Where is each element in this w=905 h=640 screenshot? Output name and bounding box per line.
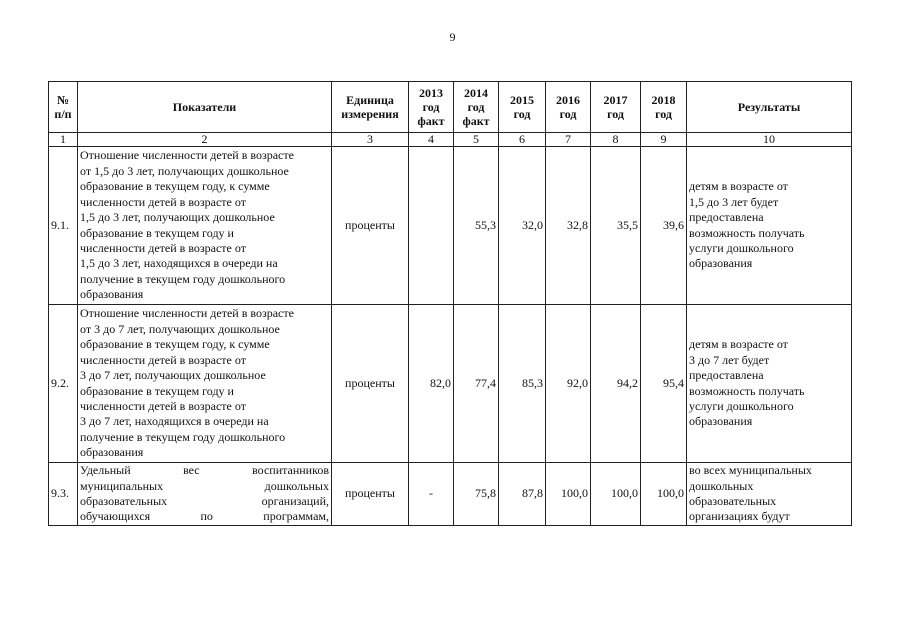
column-number: 5: [454, 133, 499, 147]
value-2018: 39,6: [641, 147, 687, 305]
value-2018: 95,4: [641, 305, 687, 463]
result-line: детям в возрасте от: [689, 337, 788, 352]
table-row: [49, 463, 852, 526]
result-line: детям в возрасте от: [689, 179, 788, 194]
result-cell: [687, 463, 852, 526]
column-number: 3: [332, 133, 409, 147]
indicator-line: численности детей в возрасте от: [80, 352, 246, 367]
value-2013: [409, 147, 454, 305]
column-number: 1: [49, 133, 78, 147]
indicator-line: численности детей в возрасте от: [80, 398, 246, 413]
result-line: услуги дошкольного: [689, 240, 794, 255]
value-2015: 32,0: [499, 147, 546, 305]
header-results: Результаты: [687, 82, 852, 133]
column-number: 8: [591, 133, 641, 147]
indicator-line: Удельный вес воспитанников: [80, 463, 329, 478]
indicator-cell: [78, 305, 332, 463]
result-line: предоставлена: [689, 368, 764, 383]
value-2016: 92,0: [546, 305, 591, 463]
page-number: 9: [449, 30, 456, 44]
indicator-cell: [78, 147, 332, 305]
result-line: организациях будут: [689, 509, 790, 524]
indicator-line: от 3 до 7 лет, получающих дошкольное: [80, 321, 280, 336]
result-cell: [687, 147, 852, 305]
indicator-line: 1,5 до 3 лет, получающих дошкольное: [80, 210, 275, 225]
result-line: образовательных: [689, 494, 777, 508]
result-line: во всех муниципальных: [689, 463, 812, 478]
value-2016: 100,0: [546, 463, 591, 526]
indicator-line: образование в текущем году и: [80, 383, 234, 398]
indicator-line: получение в текущем году дошкольного: [80, 429, 286, 444]
header-2014: 2014 год факт: [454, 82, 499, 133]
unit-cell: проценты: [332, 305, 409, 463]
unit-cell: проценты: [332, 463, 409, 526]
value-2017: 100,0: [591, 463, 641, 526]
column-number: 10: [687, 133, 852, 147]
header-unit: Единица измерения: [332, 82, 409, 133]
result-line: образования: [689, 256, 753, 271]
header-2016: 2016 год: [546, 82, 591, 133]
indicator-line: Отношение численности детей в возрасте: [80, 148, 294, 163]
column-number: 7: [546, 133, 591, 147]
indicator-line: Отношение численности детей в возрасте: [80, 306, 294, 321]
indicator-line: образовательных организаций,: [80, 494, 329, 508]
result-line: 1,5 до 3 лет будет: [689, 194, 779, 209]
value-2016: 32,8: [546, 147, 591, 305]
row-number: 9.1.: [49, 147, 78, 305]
indicator-line: муниципальных дошкольных: [80, 478, 329, 493]
row-number: 9.2.: [49, 305, 78, 463]
header-2015: 2015 год: [499, 82, 546, 133]
value-2014: 75,8: [454, 463, 499, 526]
table-row: [49, 147, 852, 305]
header-2018: 2018 год: [641, 82, 687, 133]
value-2015: 85,3: [499, 305, 546, 463]
value-2014: 55,3: [454, 147, 499, 305]
column-number: 4: [409, 133, 454, 147]
indicator-line: численности детей в возрасте от: [80, 240, 246, 255]
indicator-line: обучающихся по программам,: [80, 509, 329, 524]
result-line: возможность получать: [689, 383, 805, 398]
indicator-line: образования: [80, 287, 144, 302]
header-2017: 2017 год: [591, 82, 641, 133]
indicator-cell: [78, 463, 332, 526]
value-2014: 77,4: [454, 305, 499, 463]
result-cell: [687, 305, 852, 463]
header-indicators: Показатели: [78, 82, 332, 133]
indicator-line: от 1,5 до 3 лет, получающих дошкольное: [80, 163, 289, 178]
indicator-line: 3 до 7 лет, получающих дошкольное: [80, 368, 266, 383]
column-number: 2: [78, 133, 332, 147]
value-2017: 35,5: [591, 147, 641, 305]
header-2013: 2013 год факт: [409, 82, 454, 133]
result-line: 3 до 7 лет будет: [689, 352, 770, 367]
value-2018: 100,0: [641, 463, 687, 526]
indicator-line: 3 до 7 лет, находящихся в очереди на: [80, 414, 269, 429]
result-line: предоставлена: [689, 210, 764, 225]
column-number: 6: [499, 133, 546, 147]
value-2013: 82,0: [409, 305, 454, 463]
indicator-line: образования: [80, 445, 144, 460]
indicator-line: 1,5 до 3 лет, находящихся в очереди на: [80, 256, 278, 271]
indicator-line: численности детей в возрасте от: [80, 194, 246, 209]
indicator-line: получение в текущем году дошкольного: [80, 271, 286, 286]
unit-cell: проценты: [332, 147, 409, 305]
value-2017: 94,2: [591, 305, 641, 463]
header-row: [49, 82, 852, 133]
row-number: 9.3.: [49, 463, 78, 526]
header-no: № п/п: [49, 82, 78, 133]
indicator-line: образование в текущем году и: [80, 225, 234, 240]
result-line: возможность получать: [689, 225, 805, 240]
indicators-table: [48, 81, 852, 526]
result-line: дошкольных: [689, 478, 754, 493]
indicator-line: образование в текущем году, к сумме: [80, 337, 270, 352]
column-number: 9: [641, 133, 687, 147]
value-2015: 87,8: [499, 463, 546, 526]
table-row: [49, 305, 852, 463]
value-2013: -: [409, 463, 454, 526]
indicator-line: образование в текущем году, к сумме: [80, 179, 270, 194]
column-number-row: [49, 133, 852, 147]
result-line: образования: [689, 414, 753, 429]
result-line: услуги дошкольного: [689, 398, 794, 413]
